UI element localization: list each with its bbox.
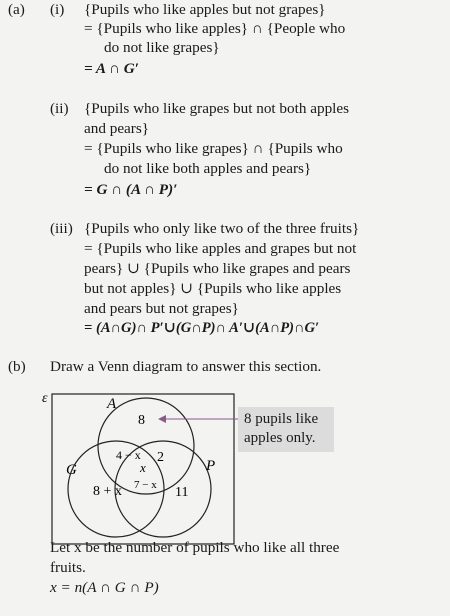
item-ii-result: = G ∩ (A ∩ P)′ [84,181,178,198]
item-i-line2: = {Pupils who like apples} ∩ {People who [84,20,346,37]
region-p-only: 11 [175,485,189,500]
region-a-p: 2 [157,450,164,465]
item-iii-line5: and pears but not grapes} [84,300,239,317]
callout-line1: 8 pupils like [244,411,319,427]
part-b-label: (b) [8,358,26,375]
item-ii-label: (ii) [50,100,69,117]
item-i-result: = A ∩ G′ [84,60,139,77]
item-iii-line1: {Pupils who only like two of the three fruits} [84,220,360,237]
item-i-line1: {Pupils who like apples but not grapes} [84,1,326,18]
region-a-only: 8 [138,413,145,428]
let-line1: Let x be the number of pupils who like all three [50,539,340,556]
part-b-instruction: Draw a Venn diagram to answer this section. [50,358,322,375]
item-ii-line3: = {Pupils who like grapes} ∩ {Pupils who [84,140,343,157]
region-a-g: 4 − x [116,448,141,462]
callout-arrowhead [158,415,166,423]
item-ii-line2: and pears} [84,120,150,137]
part-a-label: (a) [8,1,25,18]
formula: x = n(A ∩ G ∩ P) [50,579,159,596]
item-ii-line4: do not like both apples and pears} [104,160,312,177]
callout-box [238,407,334,452]
region-g-only: 8 + x [93,484,122,499]
item-i-line3: do not like grapes} [104,39,220,56]
item-ii-line1: {Pupils who like grapes but not both apples [84,100,350,117]
region-g-p: 7 − x [134,479,157,491]
set-a-label: A [107,396,117,412]
set-g-label: G [66,462,77,478]
item-iii-result: = (A∩G)∩ P′∪(G∩P)∩ A′∪(A∩P)∩G′ [84,320,320,336]
item-iii-label: (iii) [50,220,73,237]
item-iii-line3: pears} ∪ {Pupils who like grapes and pears [84,260,351,277]
universal-set-label: ε [42,391,48,406]
item-iii-line4: but not apples} ∪ {Pupils who like apples [84,280,342,297]
item-i-label: (i) [50,1,65,18]
set-p-label: P [206,458,216,474]
item-iii-line2: = {Pupils who like apples and grapes but not [84,240,357,257]
let-line2: fruits. [50,559,86,576]
venn-diagram [40,388,240,548]
callout-line2: apples only. [244,430,316,446]
region-all: x [140,460,146,475]
